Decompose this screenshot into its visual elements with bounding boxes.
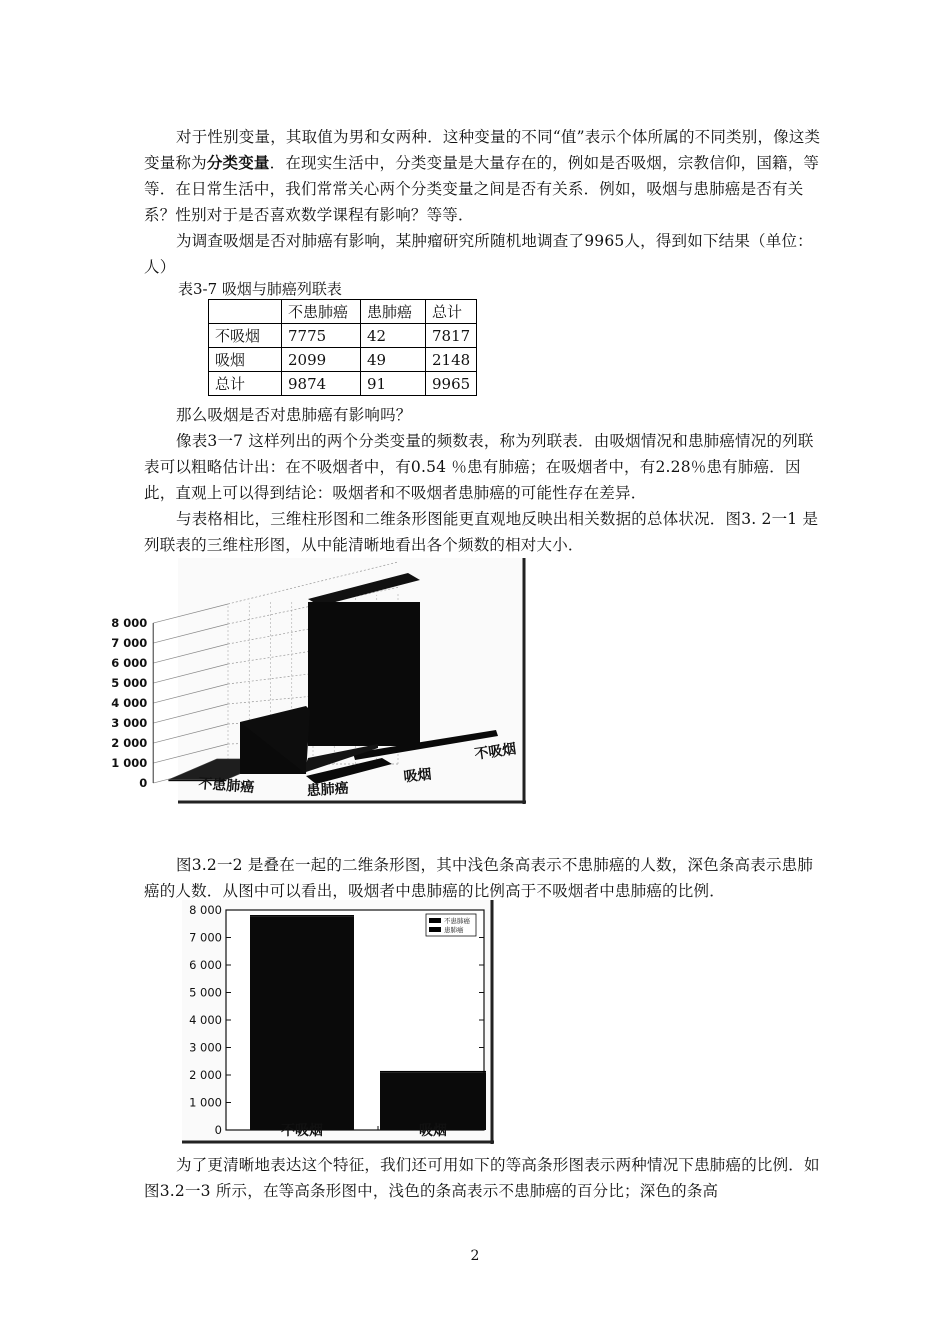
table-cell: 7817 <box>426 324 477 348</box>
table-cell: 49 <box>361 348 426 372</box>
table-cell <box>209 300 282 324</box>
y-tick-label: 1 000 <box>189 1095 222 1110</box>
bar <box>250 916 354 1130</box>
table-cell: 总计 <box>426 300 477 324</box>
bar-front-face <box>308 602 420 746</box>
table-row <box>209 372 477 396</box>
gridline <box>153 624 228 643</box>
y-tick-label: 0 <box>214 1123 222 1137</box>
table-cell: 91 <box>361 372 426 396</box>
bar-top-face <box>308 573 420 606</box>
table-row <box>209 348 477 372</box>
term-categorical-variable: 分类变量 <box>206 153 270 172</box>
table-cell: 不患肺癌 <box>282 300 361 324</box>
chart-2d-svg <box>182 900 494 1144</box>
table-cell: 吸烟 <box>209 348 282 372</box>
x-category-label: 不患肺癌 <box>197 776 255 796</box>
gridline <box>153 604 228 623</box>
figure-3d-bar-chart <box>111 558 526 804</box>
y-tick-label: 5 000 <box>111 676 148 691</box>
legend-label: 不患肺癌 <box>444 917 470 925</box>
paragraph-categorical-variables <box>144 124 824 228</box>
y-tick-label: 4 000 <box>111 696 148 711</box>
y-tick-label: 3 000 <box>189 1040 222 1055</box>
depth-category-label: 吸烟 <box>402 766 433 786</box>
legend-swatch <box>429 927 441 932</box>
contingency-table <box>208 299 477 396</box>
y-tick-label: 8 000 <box>111 616 148 631</box>
table-cell: 2099 <box>282 348 361 372</box>
y-tick-label: 3 000 <box>111 716 148 731</box>
paragraph-2d-intro: 图3.2一2 是叠在一起的二维条形图，其中浅色条高表示不患肺癌的人数，深色条高表示患肺癌的人数．从图中可以看出，吸烟者中患肺癌的比例高于不吸烟者中患肺癌的比例． <box>144 856 814 900</box>
gridline <box>153 684 228 703</box>
figure-stacked-bar-chart <box>182 900 494 1144</box>
paragraph-text: ．在现实生活中，分类变量是大量存在的，例如是否吸烟，宗教信仰，国籍，等等．在日常生活中，我们常常关心两个分类变量之间是否有关系．例如，吸烟与患肺癌是否有关系？性别对于是否喜欢数学课程有影响？等等． <box>144 154 820 224</box>
paragraph-3d-intro: 与表格相比，三维柱形图和二维条形图能更直观地反映出相关数据的总体状况．图3. 2一1 是列联表的三维柱形图，从中能清晰地看出各个频数的相对大小． <box>144 510 819 554</box>
gridline <box>153 704 228 723</box>
legend-label: 患肺癌 <box>444 926 464 934</box>
table-cell: 总计 <box>209 372 282 396</box>
page-number: 2 <box>470 1248 480 1264</box>
table-cell: 7775 <box>282 324 361 348</box>
gridline <box>153 724 228 743</box>
y-tick-label: 0 <box>139 776 148 791</box>
y-tick-label: 6 000 <box>189 958 222 972</box>
bar <box>380 1071 486 1072</box>
paragraph-text: 对于性别变量，其取值为男和女两种．这种变量的不同“值”表示个体所属的不同类别，像这类变量称为 <box>144 128 821 172</box>
table-cell: 不吸烟 <box>209 324 282 348</box>
chart-3d-svg <box>111 558 526 804</box>
paragraph-equal-height-intro: 为了更清晰地表达这个特征，我们还可用如下的等高条形图表示两种情况下患肺癌的比例．如图3.2一3 所示，在等高条形图中，浅色的条高表示不患肺癌的百分比；深色的条高 <box>144 1156 820 1200</box>
y-tick-label: 7 000 <box>111 636 148 651</box>
bar <box>380 1072 486 1130</box>
x-category-label: 患肺癌 <box>306 780 350 800</box>
gridline <box>153 644 228 663</box>
y-tick-label: 1 000 <box>111 756 148 771</box>
table-caption: 表3-7 吸烟与肺癌列联表 <box>178 280 342 298</box>
gridline <box>153 664 228 683</box>
table-cell: 患肺癌 <box>361 300 426 324</box>
y-tick-label: 2 000 <box>111 736 148 751</box>
table-cell: 9874 <box>282 372 361 396</box>
paragraph-question: 那么吸烟是否对患肺癌有影响吗？ <box>176 406 412 424</box>
x-category-label: 不吸烟 <box>281 1123 323 1139</box>
table-cell: 2148 <box>426 348 477 372</box>
y-tick-label: 7 000 <box>189 930 222 945</box>
depth-category-label: 不吸烟 <box>473 741 518 763</box>
y-tick-label: 5 000 <box>189 985 222 1000</box>
table-row <box>209 324 477 348</box>
y-tick-label: 6 000 <box>111 656 148 671</box>
paragraph-contingency-explanation: 像表3一7 这样列出的两个分类变量的频数表，称为列联表．由吸烟情况和患肺癌情况的列联表可以粗略估计出：在不吸烟者中，有0.54 ％患有肺癌；在吸烟者中，有2.28％患有肺癌．因此，直观上可以得到结论：吸烟者和不吸烟者患肺癌的可能性存在差异． <box>144 432 814 502</box>
table-header-row <box>209 300 477 324</box>
paragraph-survey: 为调查吸烟是否对肺癌有影响，某肿瘤研究所随机地调查了9965人，得到如下结果（单位：人） <box>144 232 813 276</box>
y-tick-label: 2 000 <box>189 1068 222 1082</box>
bar <box>250 915 354 916</box>
x-category-label: 吸烟 <box>419 1123 447 1139</box>
table-cell: 42 <box>361 324 426 348</box>
table-cell: 9965 <box>426 372 477 396</box>
y-tick-label: 8 000 <box>189 903 222 917</box>
legend-swatch <box>429 918 441 923</box>
y-tick-label: 4 000 <box>189 1013 222 1027</box>
